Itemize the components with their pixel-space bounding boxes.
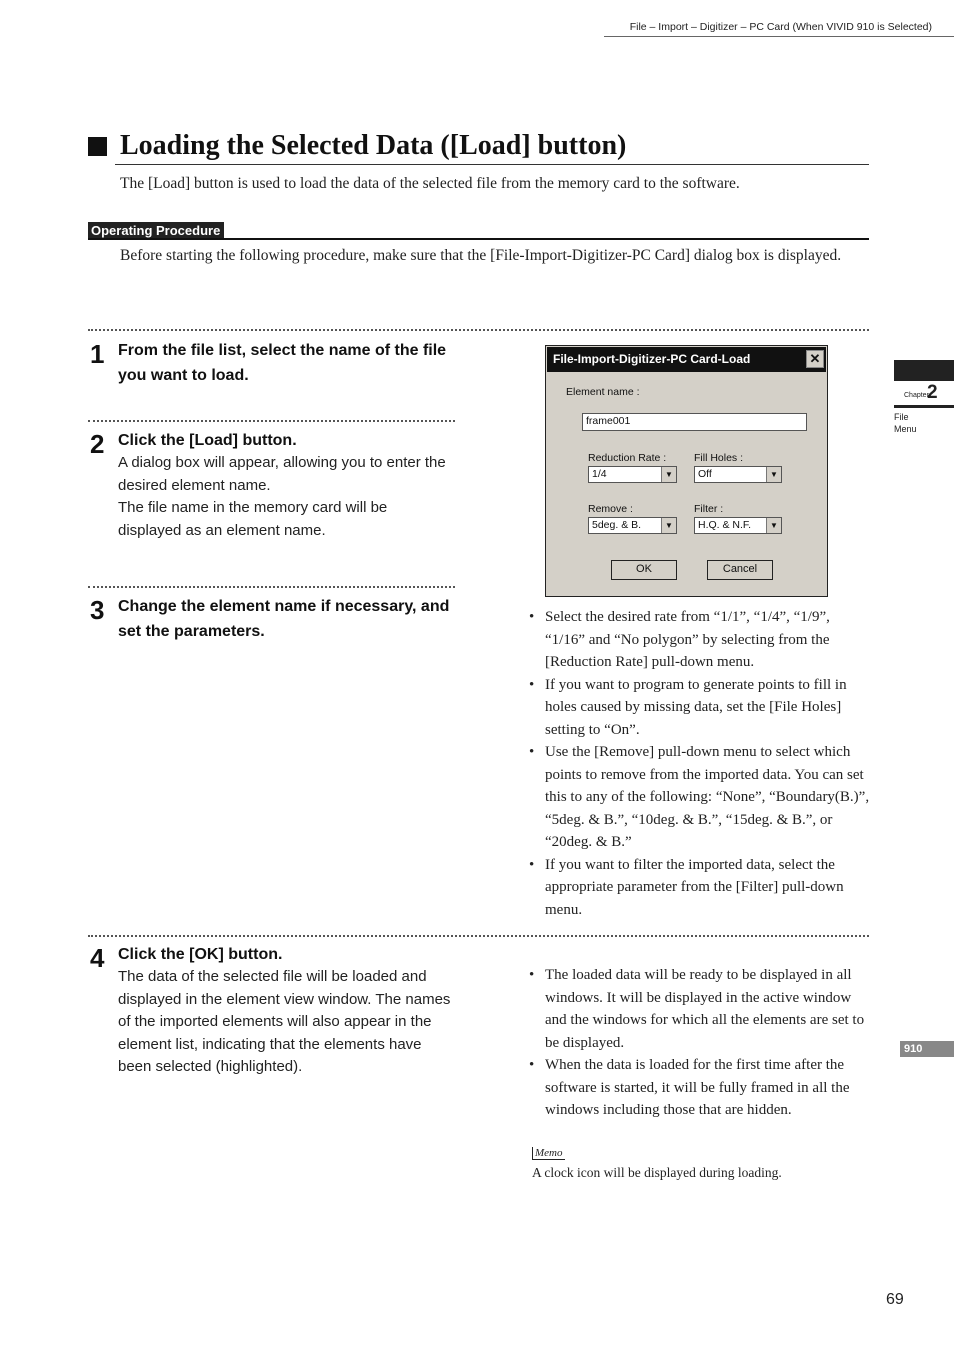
filter-select[interactable] bbox=[694, 517, 782, 534]
filter-label: Filter : bbox=[694, 503, 724, 515]
note-text: If you want to filter the imported data, select the appropriate parameter from the [Filter] pull-down menu. bbox=[545, 856, 844, 918]
separator-full bbox=[88, 935, 869, 937]
list-item bbox=[529, 964, 871, 1054]
step-paragraph: The file name in the memory card will be displayed as an element name. bbox=[118, 499, 388, 539]
step-paragraph: A dialog box will appear, allowing you to enter the desired element name. bbox=[118, 454, 446, 494]
chevron-down-icon[interactable]: ▼ bbox=[766, 467, 781, 482]
note-text: Use the [Remove] pull-down menu to select which points to remove from the imported data. You can set this to any of the following: “None”, “Boundary(B.)”, “5deg. & B.”, “10deg. & B.”, “15deg. & B.”, or “20deg. & B.” bbox=[545, 744, 870, 850]
chevron-down-icon[interactable]: ▼ bbox=[766, 518, 781, 533]
step-body bbox=[118, 966, 453, 1079]
chevron-down-icon[interactable]: ▼ bbox=[661, 467, 676, 482]
bullet: • bbox=[529, 744, 535, 760]
filter-value: H.Q. & N.F. bbox=[698, 519, 752, 531]
step-title: Click the [OK] button. bbox=[118, 946, 283, 963]
step-body bbox=[118, 452, 453, 542]
chapter-menu-line: File bbox=[894, 412, 909, 422]
step-number: 2 bbox=[90, 429, 105, 459]
list-item bbox=[529, 674, 871, 742]
header-rule bbox=[604, 36, 954, 37]
separator-left bbox=[88, 586, 455, 588]
section-intro: The [Load] button is used to load the data of the selected file from the memory card to the software. bbox=[120, 175, 740, 192]
reduction-rate-select[interactable] bbox=[588, 466, 677, 483]
procedure-precondition: Before starting the following procedure, make sure that the [File-Import-Digitizer-PC Card] dialog box is displayed. bbox=[120, 247, 842, 264]
ok-button[interactable]: OK bbox=[611, 560, 677, 580]
bullet: • bbox=[529, 1057, 535, 1073]
step-number: 3 bbox=[90, 595, 105, 625]
remove-label: Remove : bbox=[588, 503, 633, 515]
reduction-rate-label: Reduction Rate : bbox=[588, 452, 667, 464]
list-item bbox=[529, 606, 871, 674]
dialog-titlebar bbox=[547, 347, 826, 372]
section-rule bbox=[115, 164, 869, 165]
chapter-tab-bar bbox=[894, 360, 954, 381]
bullet: • bbox=[529, 967, 535, 983]
fill-holes-value: Off bbox=[698, 468, 712, 480]
note-text: Select the desired rate from “1/1”, “1/4”, “1/9”, “1/16” and “No polygon” by selecting from the [Reduction Rate] pull-down menu. bbox=[545, 609, 830, 670]
note-text: The loaded data will be ready to be displayed in all windows. It will be displayed in the active window and the windows for which all the elements are set to be displayed. bbox=[545, 967, 865, 1051]
section-title: Loading the Selected Data ([Load] button) bbox=[120, 130, 627, 161]
section-square-icon bbox=[88, 137, 107, 156]
separator-left bbox=[88, 420, 455, 422]
reduction-rate-value: 1/4 bbox=[592, 468, 607, 480]
procedure-rule bbox=[88, 238, 869, 240]
chapter-menu-line: Menu bbox=[894, 424, 917, 434]
element-name-input[interactable]: frame001 bbox=[582, 413, 807, 431]
step3-notes bbox=[529, 606, 871, 921]
load-dialog bbox=[545, 345, 828, 597]
list-item bbox=[529, 741, 871, 854]
chapter-label: Chapter bbox=[904, 392, 929, 399]
list-item bbox=[529, 854, 871, 922]
running-header: File – Import – Digitizer – PC Card (When VIVID 910 is Selected) bbox=[629, 21, 932, 33]
operating-procedure-label: Operating Procedure bbox=[88, 222, 224, 240]
remove-value: 5deg. & B. bbox=[592, 519, 642, 531]
element-name-label: Element name : bbox=[566, 386, 640, 398]
bullet: • bbox=[529, 676, 535, 693]
memo-icon: Memo bbox=[532, 1147, 565, 1160]
step-title: Change the element name if necessary, and set the parameters. bbox=[118, 598, 450, 640]
cancel-button[interactable]: Cancel bbox=[707, 560, 773, 580]
step-number: 1 bbox=[90, 339, 105, 369]
note-text: When the data is loaded for the first time after the software is started, it will be fully framed in all the windows including those that are hidden. bbox=[545, 1057, 850, 1118]
fill-holes-select[interactable] bbox=[694, 466, 782, 483]
bullet: • bbox=[529, 856, 535, 873]
remove-select[interactable] bbox=[588, 517, 677, 534]
step4-notes bbox=[529, 964, 871, 1122]
chevron-down-icon[interactable]: ▼ bbox=[661, 518, 676, 533]
chapter-number: 2 bbox=[927, 382, 938, 403]
page-number: 69 bbox=[886, 1291, 904, 1308]
step-number: 4 bbox=[90, 943, 105, 973]
step-title: From the file list, select the name of the file you want to load. bbox=[118, 342, 447, 384]
memo-text: A clock icon will be displayed during loading. bbox=[532, 1165, 782, 1180]
note-text: If you want to program to generate points to fill in holes caused by missing data, set the [File Holes] setting to “On”. bbox=[545, 676, 847, 738]
step-paragraph: The data of the selected file will be loaded and displayed in the element view window. The names of the imported elements will also appear in the element list, indicating that the elements have been selected (highlighted). bbox=[118, 968, 451, 1075]
separator-full bbox=[88, 329, 869, 331]
chapter-menu-name bbox=[894, 411, 917, 435]
close-icon[interactable]: ✕ bbox=[806, 350, 824, 368]
fill-holes-label: Fill Holes : bbox=[694, 452, 744, 464]
list-item bbox=[529, 1054, 871, 1122]
model-tab: 910 bbox=[900, 1041, 954, 1057]
bullet: • bbox=[529, 609, 535, 625]
dialog-title: File-Import-Digitizer-PC Card-Load bbox=[553, 352, 751, 366]
chapter-rule bbox=[894, 405, 954, 408]
step-title: Click the [Load] button. bbox=[118, 432, 297, 449]
